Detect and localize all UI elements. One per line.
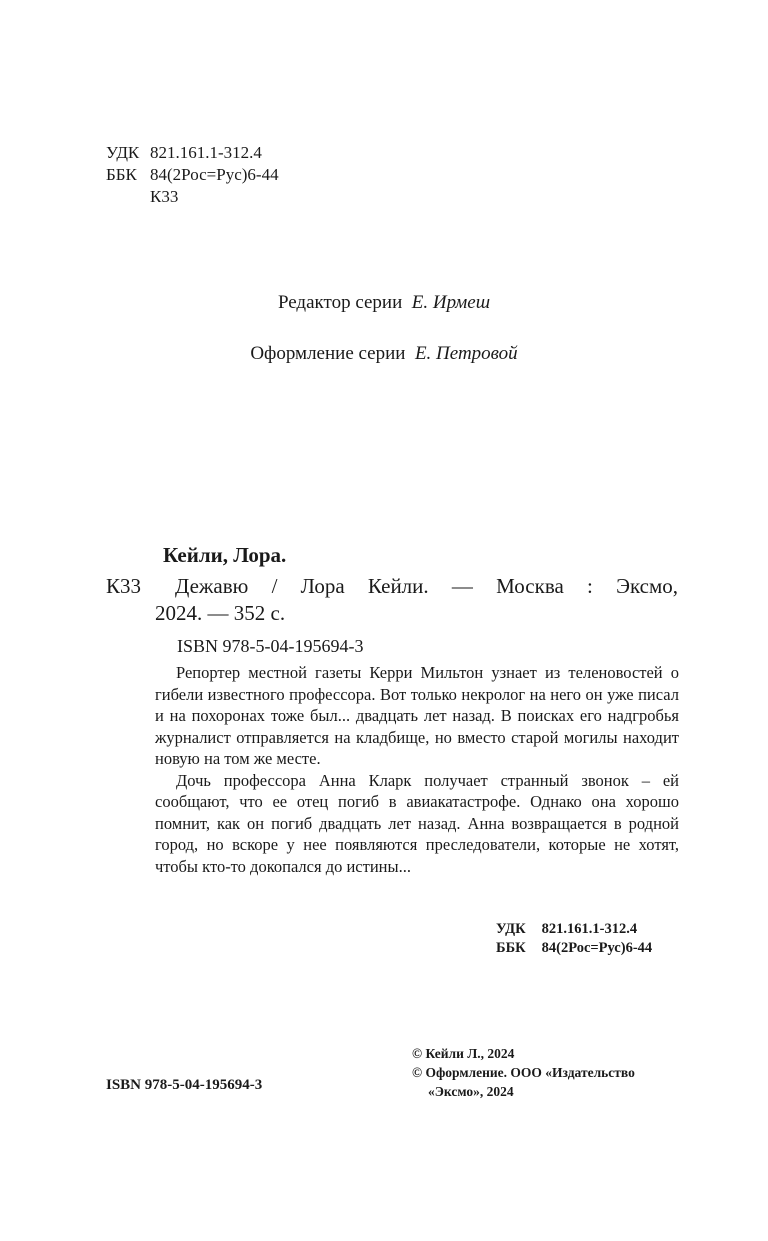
udk-label: УДК [106, 143, 140, 162]
copyright-block [412, 1044, 635, 1101]
annotation-paragraph-1: Репортер местной газеты Керри Мильтон узнает из теленовостей о гибели известного профессора. Вот только некролог на него он уже писал и на похоронах тоже был... двадцать лет назад. В поисках его надгробья журналист отправляется на кладбище, но вместо старой могилы находит новую на том же месте. [155, 663, 679, 768]
bottom-udk-row [496, 920, 652, 939]
annotation-paragraph-2: Дочь профессора Анна Кларк получает странный звонок – ей сообщают, что ее отец погиб в авиакатастрофе. Однако она хорошо помнит, как он погиб двадцать лет назад. Анна возвращается в родной город, но вскоре у нее появляются преследователи, которые не хотят, чтобы кто-то докопался до истины... [155, 770, 679, 876]
bottom-bbk-value: 84(2Рос=Рус)6-44 [541, 940, 653, 956]
series-editor-name: Е. Ирмеш [411, 292, 491, 313]
bottom-udk-label: УДК [496, 921, 526, 937]
series-design-name: Е. Петровой [414, 343, 518, 364]
udk-row [106, 142, 279, 164]
bottom-classification-codes [496, 920, 652, 958]
author-mark: К33 [150, 187, 179, 206]
bibliography-title-line2: 2024. — 352 с. [155, 601, 286, 625]
series-editor-credit [0, 292, 768, 314]
bibliography-author-mark: К33 [106, 574, 142, 598]
copyright-design-line2: «Эксмо», 2024 [428, 1084, 514, 1099]
bbk-row [106, 164, 279, 186]
copyright-design-line1: © Оформление. ООО «Издательство [412, 1065, 635, 1080]
bbk-label: ББК [106, 165, 137, 184]
copyright-author: © Кейли Л., 2024 [412, 1046, 515, 1061]
bottom-bbk-label: ББК [496, 940, 526, 956]
series-design-credit [0, 343, 768, 365]
bottom-udk-value: 821.161.1-312.4 [541, 921, 638, 937]
author-mark-row [106, 186, 279, 208]
top-classification-codes [106, 142, 279, 208]
series-editor-role: Редактор серии [277, 292, 403, 313]
udk-value: 821.161.1-312.4 [150, 143, 262, 162]
bibliography-title-line1: Дежавю / Лора Кейли. — Москва : Эксмо, [175, 574, 678, 598]
bottom-bbk-row [496, 939, 652, 958]
bibliography-isbn: ISBN 978-5-04-195694-3 [177, 636, 364, 656]
annotation [155, 662, 679, 877]
book-author: Кейли, Лора. [163, 543, 287, 567]
footer-isbn: ISBN 978-5-04-195694-3 [106, 1077, 263, 1093]
series-design-role: Оформление серии [250, 343, 406, 364]
bbk-value: 84(2Рос=Рус)6-44 [150, 165, 279, 184]
